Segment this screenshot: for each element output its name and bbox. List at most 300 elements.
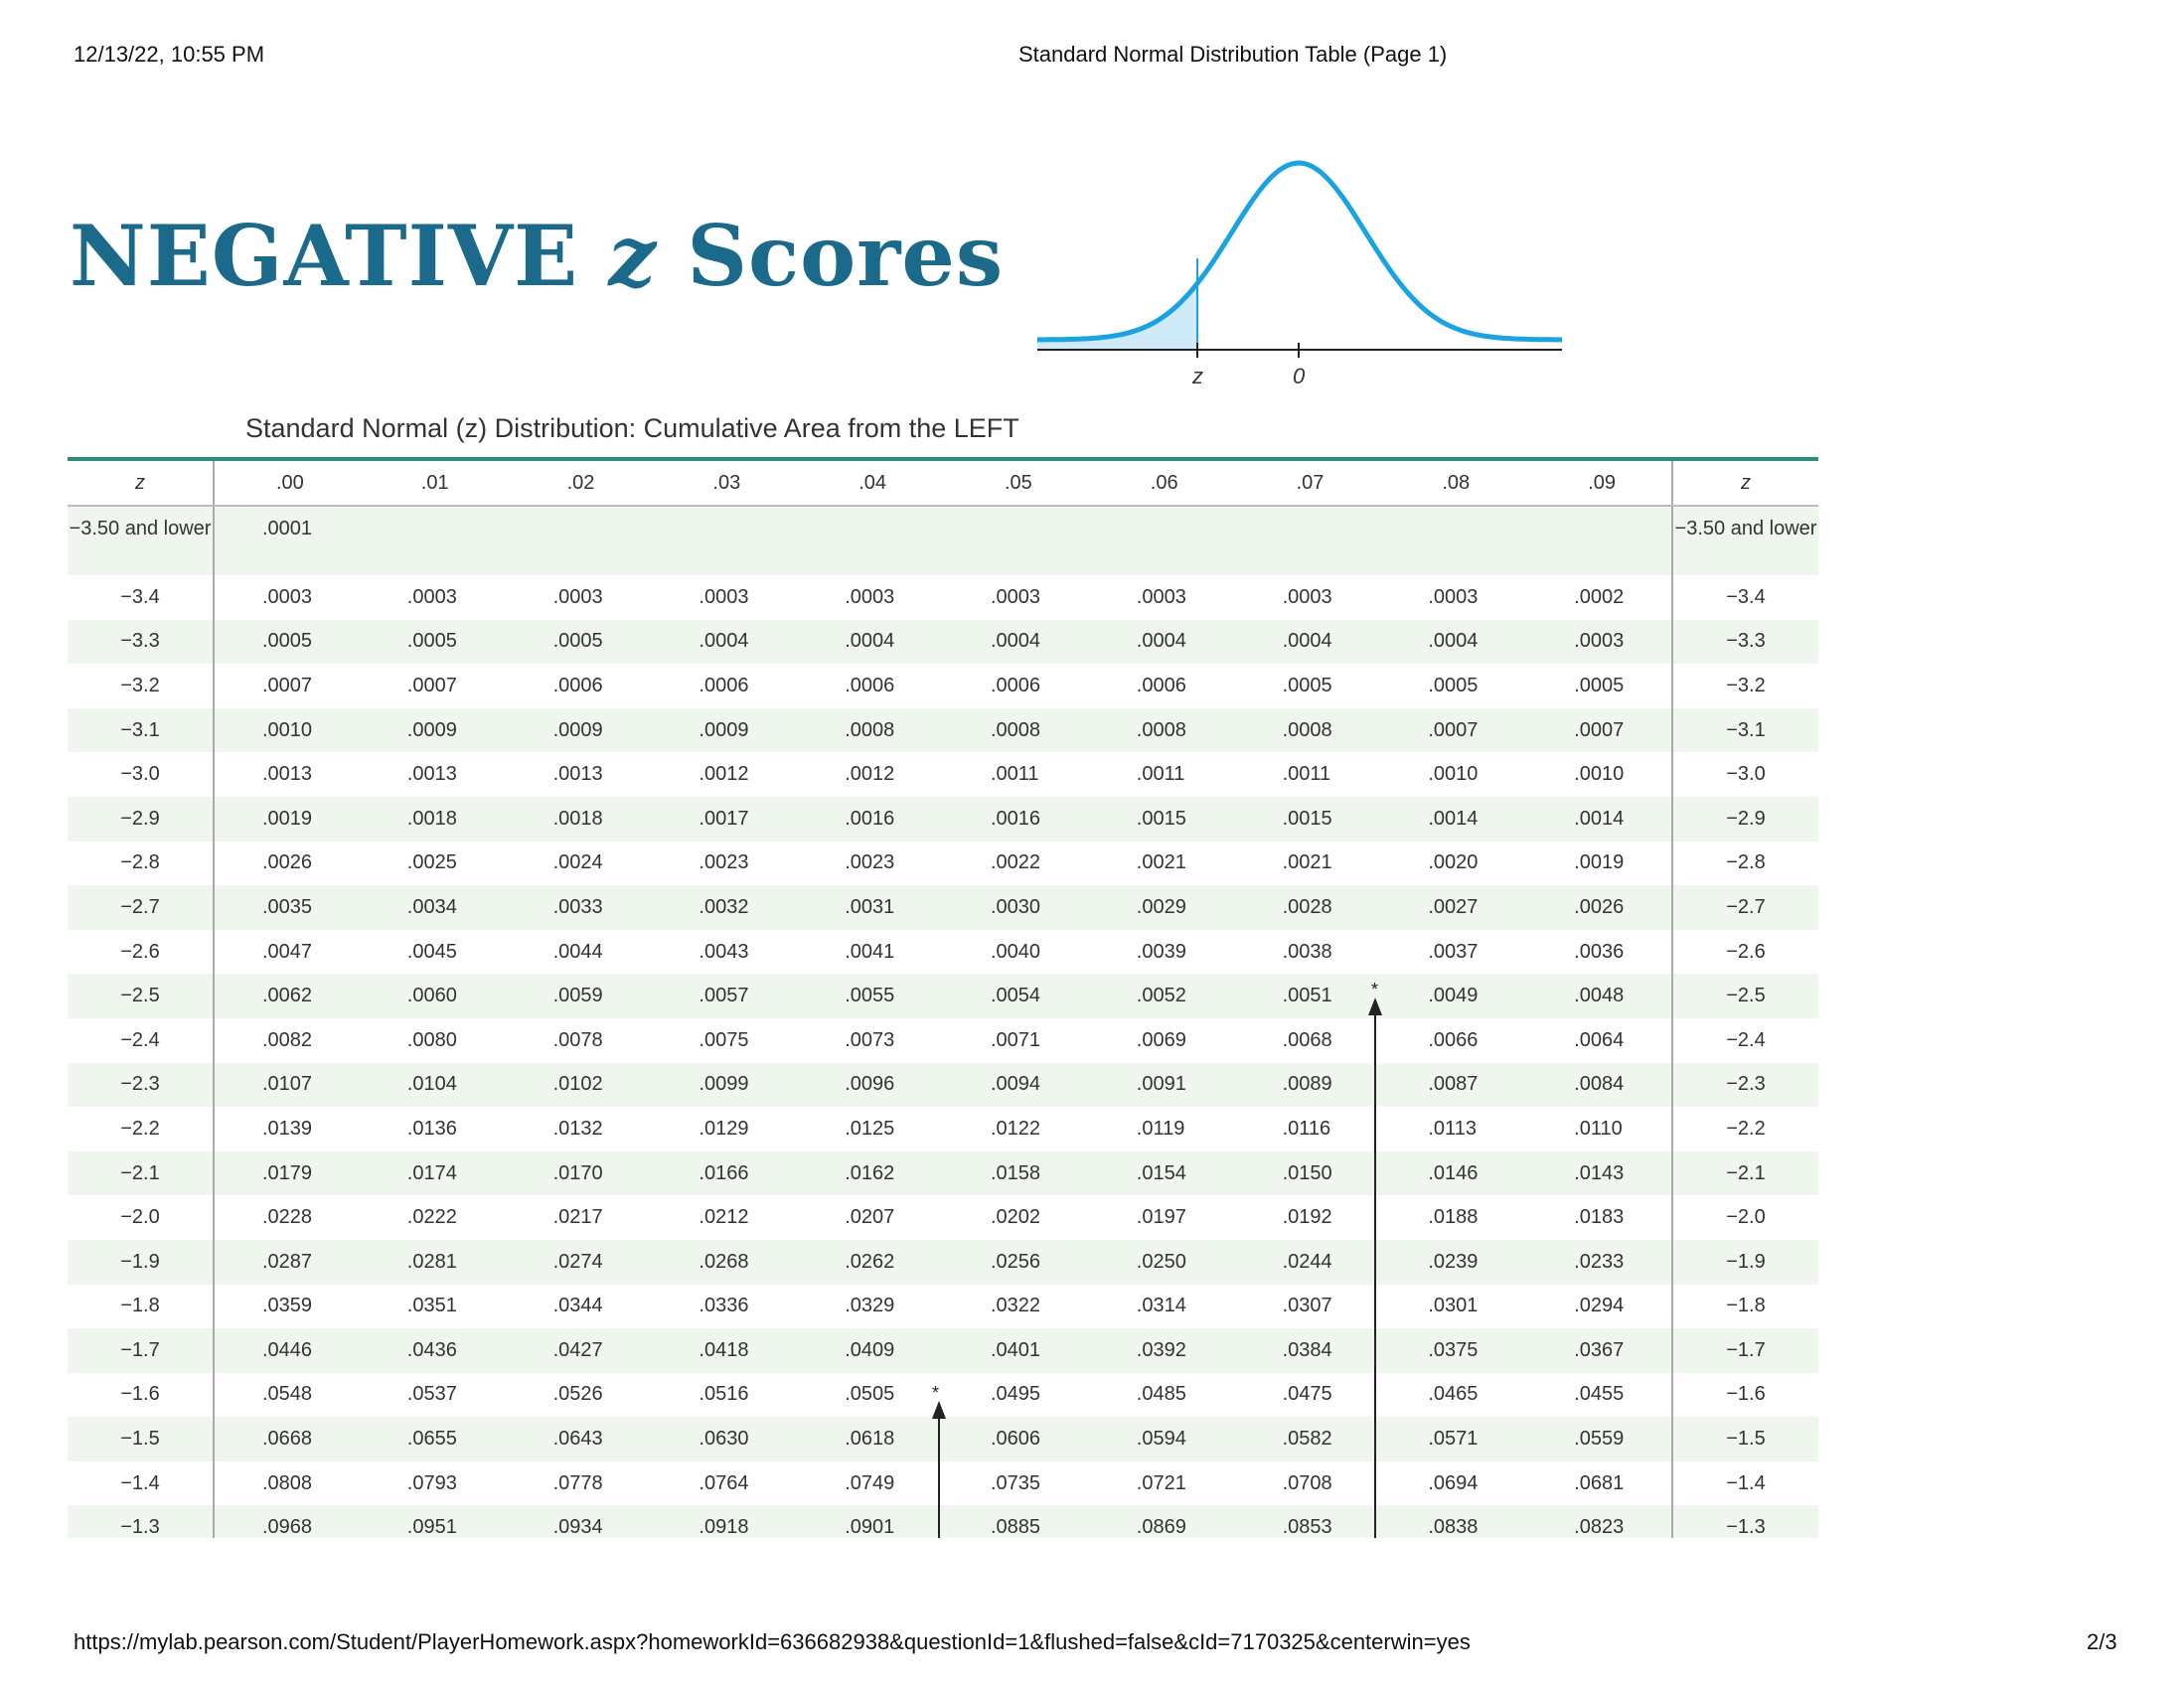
table-row xyxy=(68,842,1818,886)
table-cell: .0139 xyxy=(262,1117,313,1140)
row-z-label-right: −2.6 xyxy=(1672,930,1818,975)
table-cell: .0384 xyxy=(1282,1338,1332,1361)
table-cell: .0158 xyxy=(990,1161,1041,1184)
table-cell: .0013 xyxy=(552,763,603,786)
table-cell: .0681 xyxy=(1574,1471,1625,1494)
table-cell: .0004 xyxy=(699,630,749,653)
row-z-label: −2.9 xyxy=(68,797,214,842)
table-cell: .0823 xyxy=(1574,1516,1625,1538)
table-cell: .0749 xyxy=(845,1471,895,1494)
z-table xyxy=(68,457,1818,1538)
table-cell: .0256 xyxy=(990,1250,1041,1273)
table-cell: .0202 xyxy=(990,1206,1041,1229)
table-cell: .0011 xyxy=(1136,763,1185,786)
table-cell: .0764 xyxy=(699,1471,749,1494)
table-cell: .0003 xyxy=(406,585,457,608)
row-z-label-right: −2.4 xyxy=(1672,1018,1818,1063)
table-cell: .0016 xyxy=(990,807,1041,830)
row-z-label-right: −2.5 xyxy=(1672,974,1818,1018)
table-cell: .0003 xyxy=(1428,585,1479,608)
table-cell: .0630 xyxy=(699,1428,749,1451)
table-cell: .0004 xyxy=(990,630,1041,653)
table-cell: .0197 xyxy=(1136,1206,1186,1229)
table-cell: .0107 xyxy=(262,1073,313,1096)
table-cell: .0021 xyxy=(1136,851,1186,874)
print-page-number: 2/3 xyxy=(2087,1629,2117,1654)
table-cell: .0075 xyxy=(699,1028,749,1051)
col-header: .08 xyxy=(1380,459,1526,506)
row-z-label: −3.1 xyxy=(68,708,214,753)
table-cell: .0694 xyxy=(1428,1471,1479,1494)
table-cell: .0401 xyxy=(990,1338,1041,1361)
table-cell: .0113 xyxy=(1428,1117,1477,1140)
row-z-label: −1.9 xyxy=(68,1240,214,1285)
page-title-suffix: Scores xyxy=(687,207,1005,305)
table-row xyxy=(68,974,1818,1018)
table-cell: .0006 xyxy=(990,674,1041,696)
table-cell: .0033 xyxy=(552,895,603,918)
col-header-z-right: z xyxy=(1672,459,1818,506)
row-z-label: −3.3 xyxy=(68,620,214,665)
table-row xyxy=(68,885,1818,930)
table-cell: .0051 xyxy=(1282,985,1332,1007)
col-header: .00 xyxy=(214,459,360,506)
table-cell: .0016 xyxy=(845,807,895,830)
row-z-label-right: −2.0 xyxy=(1672,1195,1818,1240)
table-cell: .0174 xyxy=(406,1161,457,1184)
table-cell: .0082 xyxy=(262,1028,313,1051)
table-cell: .0073 xyxy=(845,1028,895,1051)
row-z-label-right: −3.50 and lower xyxy=(1672,506,1818,575)
table-cell: .0427 xyxy=(552,1338,603,1361)
table-cell-empty xyxy=(1089,506,1235,575)
table-cell: .0028 xyxy=(1282,895,1332,918)
table-cell: .0571 xyxy=(1428,1428,1479,1451)
table-cell: .0170 xyxy=(552,1161,603,1184)
table-cell: .0004 xyxy=(1282,630,1332,653)
table-cell: .0005 xyxy=(552,630,603,653)
table-cell-empty xyxy=(360,506,506,575)
table-cell: .0009 xyxy=(699,718,749,741)
table-cell: .0003 xyxy=(1574,630,1625,653)
table-cell: .0059 xyxy=(552,985,603,1007)
table-cell: .0281 xyxy=(406,1250,457,1273)
table-cell: .0129 xyxy=(699,1117,749,1140)
table-cell: .0057 xyxy=(699,985,749,1007)
table-cell: .0009 xyxy=(406,718,457,741)
table-row xyxy=(68,1107,1818,1151)
table-cell: .0154 xyxy=(1136,1161,1186,1184)
col-header: .06 xyxy=(1089,459,1235,506)
table-cell: .0505 xyxy=(845,1383,895,1406)
table-cell: .0015 xyxy=(1282,807,1332,830)
table-cell: .0096 xyxy=(845,1073,895,1096)
table-cell: .0009 xyxy=(552,718,603,741)
row-z-label-right: −1.4 xyxy=(1672,1461,1818,1506)
row-z-label: −1.7 xyxy=(68,1328,214,1373)
table-cell: .0039 xyxy=(1136,940,1186,963)
table-cell: .0418 xyxy=(699,1338,749,1361)
table-cell: .0069 xyxy=(1136,1028,1186,1051)
table-row xyxy=(68,1063,1818,1108)
table-cell: .0036 xyxy=(1574,940,1625,963)
table-cell: .0003 xyxy=(1282,585,1332,608)
table-cell: .0030 xyxy=(990,895,1041,918)
table-cell: .0043 xyxy=(699,940,749,963)
row-z-label-right: −2.2 xyxy=(1672,1107,1818,1151)
table-cell: .0268 xyxy=(699,1250,749,1273)
table-cell: .0054 xyxy=(990,985,1041,1007)
table-cell: .0091 xyxy=(1136,1073,1186,1096)
table-cell: .0007 xyxy=(262,674,313,696)
table-cell: .0004 xyxy=(1136,630,1186,653)
table-cell: .0516 xyxy=(699,1383,749,1406)
table-cell: .0162 xyxy=(845,1161,895,1184)
table-cell: .0006 xyxy=(552,674,603,696)
table-cell: .0045 xyxy=(406,940,457,963)
table-cell: .0078 xyxy=(552,1028,603,1051)
table-cell: .0049 xyxy=(1428,985,1479,1007)
zero-axis-label: 0 xyxy=(1293,364,1306,388)
table-cell: .0207 xyxy=(845,1206,895,1229)
row-z-label: −1.4 xyxy=(68,1461,214,1506)
table-cell: .0322 xyxy=(990,1295,1041,1317)
table-row xyxy=(68,506,1818,575)
table-cell: .0885 xyxy=(990,1516,1041,1538)
table-cell: .0040 xyxy=(990,940,1041,963)
row-z-label: −2.0 xyxy=(68,1195,214,1240)
table-cell: .0188 xyxy=(1428,1206,1479,1229)
table-cell: .0013 xyxy=(262,763,313,786)
table-cell: .0708 xyxy=(1282,1471,1332,1494)
table-cell: .0655 xyxy=(406,1428,457,1451)
table-cell: .0034 xyxy=(406,895,457,918)
table-cell: .0032 xyxy=(699,895,749,918)
table-cell: .0485 xyxy=(1136,1383,1186,1406)
row-z-label-right: −3.1 xyxy=(1672,708,1818,753)
row-z-label: −2.7 xyxy=(68,885,214,930)
row-z-label-right: −2.7 xyxy=(1672,885,1818,930)
table-cell: .0010 xyxy=(262,718,313,741)
table-cell: .0192 xyxy=(1282,1206,1332,1229)
normal-curve-illustration xyxy=(1033,149,1570,397)
table-cell: .0068 xyxy=(1282,1028,1332,1051)
table-cell: .0017 xyxy=(699,807,749,830)
table-cell: .0244 xyxy=(1282,1250,1332,1273)
table-row xyxy=(68,575,1818,620)
table-cell: .0055 xyxy=(845,985,895,1007)
table-cell: .0901 xyxy=(845,1516,895,1538)
table-cell: .0146 xyxy=(1428,1161,1479,1184)
table-cell: .0066 xyxy=(1428,1028,1479,1051)
table-cell-empty xyxy=(651,506,797,575)
table-cell: .0008 xyxy=(1136,718,1186,741)
row-z-label-right: −2.1 xyxy=(1672,1151,1818,1196)
table-cell: .0099 xyxy=(699,1073,749,1096)
page-title-prefix: NEGATIVE xyxy=(70,207,579,305)
table-cell: .0150 xyxy=(1282,1161,1332,1184)
table-cell: .0336 xyxy=(699,1295,749,1317)
table-cell-empty xyxy=(943,506,1089,575)
interpolation-marker-2: * xyxy=(1371,980,1379,999)
table-cell: .0089 xyxy=(1282,1073,1332,1096)
table-cell: .0122 xyxy=(990,1117,1041,1140)
table-cell: .0582 xyxy=(1282,1428,1332,1451)
table-cell: .0003 xyxy=(262,585,313,608)
table-cell: .0044 xyxy=(552,940,603,963)
table-cell: .0643 xyxy=(552,1428,603,1451)
row-z-label-right: −1.7 xyxy=(1672,1328,1818,1373)
table-cell: .0064 xyxy=(1574,1028,1625,1051)
page-title-z: z xyxy=(608,207,658,305)
table-cell: .0041 xyxy=(845,940,895,963)
row-z-label: −1.6 xyxy=(68,1373,214,1418)
row-z-label-right: −1.5 xyxy=(1672,1417,1818,1461)
interpolation-arrow-1 xyxy=(938,1411,940,1538)
table-cell: .0047 xyxy=(262,940,313,963)
table-cell: .0287 xyxy=(262,1250,313,1273)
table-cell: .0179 xyxy=(262,1161,313,1184)
table-cell: .0143 xyxy=(1574,1161,1625,1184)
table-cell: .0006 xyxy=(699,674,749,696)
table-cell: .0084 xyxy=(1574,1073,1625,1096)
row-z-label-right: −3.0 xyxy=(1672,752,1818,797)
table-cell: .0869 xyxy=(1136,1516,1186,1538)
table-cell: .0968 xyxy=(262,1516,313,1538)
table-cell: .0003 xyxy=(552,585,603,608)
table-cell: .0548 xyxy=(262,1383,313,1406)
col-header: .04 xyxy=(797,459,943,506)
table-cell: .0465 xyxy=(1428,1383,1479,1406)
table-cell: .0183 xyxy=(1574,1206,1625,1229)
table-row xyxy=(68,1285,1818,1329)
col-header: .02 xyxy=(506,459,652,506)
table-row xyxy=(68,1240,1818,1285)
table-cell: .0537 xyxy=(406,1383,457,1406)
table-cell: .0048 xyxy=(1574,985,1625,1007)
table-row xyxy=(68,1461,1818,1506)
page-title xyxy=(70,207,1004,305)
table-cell: .0228 xyxy=(262,1206,313,1229)
table-cell: .0060 xyxy=(406,985,457,1007)
table-cell: .0392 xyxy=(1136,1338,1186,1361)
table-row xyxy=(68,1151,1818,1196)
print-datetime: 12/13/22, 10:55 PM xyxy=(74,42,265,67)
table-cell: .0022 xyxy=(990,851,1041,874)
table-row xyxy=(68,797,1818,842)
row-z-label-right: −2.9 xyxy=(1672,797,1818,842)
table-cell: .0003 xyxy=(699,585,749,608)
table-cell: .0004 xyxy=(1428,630,1479,653)
table-cell: .0132 xyxy=(552,1117,603,1140)
table-cell: .0087 xyxy=(1428,1073,1479,1096)
col-header: .03 xyxy=(651,459,797,506)
row-z-label-right: −2.3 xyxy=(1672,1063,1818,1108)
table-cell: .0934 xyxy=(552,1516,603,1538)
table-cell: .0007 xyxy=(406,674,457,696)
table-cell: .0102 xyxy=(552,1073,603,1096)
table-cell: .0023 xyxy=(845,851,895,874)
table-cell: .0027 xyxy=(1428,895,1479,918)
row-z-label: −2.2 xyxy=(68,1107,214,1151)
row-z-label-right: −2.8 xyxy=(1672,842,1818,886)
table-cell: .0475 xyxy=(1282,1383,1332,1406)
table-cell: .0721 xyxy=(1136,1471,1186,1494)
table-cell: .0004 xyxy=(845,630,895,653)
table-cell: .0007 xyxy=(1428,718,1479,741)
table-cell: .0495 xyxy=(990,1383,1041,1406)
table-cell: .0011 xyxy=(990,763,1039,786)
table-cell: .0003 xyxy=(1136,585,1186,608)
row-z-label: −3.0 xyxy=(68,752,214,797)
table-cell: .0008 xyxy=(845,718,895,741)
table-row xyxy=(68,1505,1818,1538)
table-cell: .0010 xyxy=(1574,763,1625,786)
table-cell-empty xyxy=(1235,506,1381,575)
table-cell: .0359 xyxy=(262,1295,313,1317)
table-cell: .0019 xyxy=(1574,851,1625,874)
table-cell: .0023 xyxy=(699,851,749,874)
table-cell: .0119 xyxy=(1136,1117,1185,1140)
print-title: Standard Normal Distribution Table (Page 1) xyxy=(1018,42,1448,67)
table-cell: .0014 xyxy=(1428,807,1479,830)
table-cell: .0351 xyxy=(406,1295,457,1317)
table-cell: .0594 xyxy=(1136,1428,1186,1451)
table-cell: .0808 xyxy=(262,1471,313,1494)
col-header: .07 xyxy=(1235,459,1381,506)
table-cell: .0005 xyxy=(1574,674,1625,696)
table-cell: .0011 xyxy=(1282,763,1331,786)
table-body xyxy=(68,506,1818,1538)
table-cell-empty xyxy=(1526,506,1672,575)
row-z-label: −2.8 xyxy=(68,842,214,886)
table-cell: .0029 xyxy=(1136,895,1186,918)
table-subtitle: Standard Normal (z) Distribution: Cumulative Area from the LEFT xyxy=(245,413,1019,443)
table-cell: .0344 xyxy=(552,1295,603,1317)
row-z-label: −1.8 xyxy=(68,1285,214,1329)
table-cell: .0012 xyxy=(845,763,895,786)
table-cell: .0918 xyxy=(699,1516,749,1538)
interpolation-marker-1: * xyxy=(932,1383,940,1403)
table-cell: .0136 xyxy=(406,1117,457,1140)
row-z-label: −2.4 xyxy=(68,1018,214,1063)
table-cell: .0003 xyxy=(845,585,895,608)
table-cell: .0005 xyxy=(406,630,457,653)
table-row xyxy=(68,620,1818,665)
table-cell: .0951 xyxy=(406,1516,457,1538)
table-cell: .0793 xyxy=(406,1471,457,1494)
table-row xyxy=(68,708,1818,753)
row-z-label: −2.1 xyxy=(68,1151,214,1196)
table-cell: .0104 xyxy=(406,1073,457,1096)
table-cell: .0005 xyxy=(1428,674,1479,696)
table-cell: .0668 xyxy=(262,1428,313,1451)
row-z-label: −1.5 xyxy=(68,1417,214,1461)
table-cell: .0005 xyxy=(1282,674,1332,696)
table-cell: .0002 xyxy=(1574,585,1625,608)
table-cell: .0217 xyxy=(552,1206,603,1229)
table-cell: .0559 xyxy=(1574,1428,1625,1451)
table-cell: .0436 xyxy=(406,1338,457,1361)
table-cell: .0012 xyxy=(699,763,749,786)
table-cell: .0166 xyxy=(699,1161,749,1184)
row-z-label-right: −3.3 xyxy=(1672,620,1818,665)
table-cell: .0014 xyxy=(1574,807,1625,830)
table-cell-empty xyxy=(1380,506,1526,575)
col-header: .09 xyxy=(1526,459,1672,506)
table-cell: .0618 xyxy=(845,1428,895,1451)
bell-curve xyxy=(1037,163,1562,340)
table-cell: .0239 xyxy=(1428,1250,1479,1273)
row-z-label-right: −3.4 xyxy=(1672,575,1818,620)
table-cell: .0025 xyxy=(406,851,457,874)
table-cell: .0307 xyxy=(1282,1295,1332,1317)
row-z-label-right: −1.9 xyxy=(1672,1240,1818,1285)
table-cell: .0026 xyxy=(1574,895,1625,918)
table-cell: .0013 xyxy=(406,763,457,786)
table-cell: .0005 xyxy=(262,630,313,653)
table-cell: .0094 xyxy=(990,1073,1041,1096)
table-cell: .0062 xyxy=(262,985,313,1007)
z-axis-label: z xyxy=(1192,364,1203,388)
col-header-z-left: z xyxy=(68,459,214,506)
row-z-label: −3.4 xyxy=(68,575,214,620)
table-cell: .0015 xyxy=(1136,807,1186,830)
table-cell: .0455 xyxy=(1574,1383,1625,1406)
table-cell: .0222 xyxy=(406,1206,457,1229)
table-cell: .0367 xyxy=(1574,1338,1625,1361)
print-url: https://mylab.pearson.com/Student/PlayerHomework.aspx?homeworkId=636682938&questionId=1&flushed=false&cId=7170325&centerwin=yes xyxy=(74,1629,1471,1654)
row-z-label: −2.6 xyxy=(68,930,214,975)
table-cell: .0778 xyxy=(552,1471,603,1494)
table-row xyxy=(68,930,1818,975)
table-cell: .0021 xyxy=(1282,851,1332,874)
table-cell: .0375 xyxy=(1428,1338,1479,1361)
table-cell: .0031 xyxy=(845,895,895,918)
table-cell: .0020 xyxy=(1428,851,1479,874)
z-table-container xyxy=(68,457,1818,1538)
table-cell: .0035 xyxy=(262,895,313,918)
table-cell: .0735 xyxy=(990,1471,1041,1494)
table-cell: .0233 xyxy=(1574,1250,1625,1273)
table-cell: .0010 xyxy=(1428,763,1479,786)
table-cell-empty xyxy=(797,506,943,575)
table-cell: .0110 xyxy=(1574,1117,1623,1140)
table-row xyxy=(68,1417,1818,1461)
table-cell: .0274 xyxy=(552,1250,603,1273)
row-z-label-right: −1.6 xyxy=(1672,1373,1818,1418)
table-row xyxy=(68,664,1818,708)
table-cell: .0018 xyxy=(552,807,603,830)
interpolation-arrow-2 xyxy=(1374,1007,1376,1538)
row-z-label-right: −3.2 xyxy=(1672,664,1818,708)
table-cell: .0838 xyxy=(1428,1516,1479,1538)
row-z-label: −1.3 xyxy=(68,1505,214,1538)
table-cell: .0018 xyxy=(406,807,457,830)
table-cell: .0329 xyxy=(845,1295,895,1317)
table-cell: .0007 xyxy=(1574,718,1625,741)
col-header: .01 xyxy=(360,459,506,506)
table-cell: .0071 xyxy=(990,1028,1041,1051)
table-cell: .0001 xyxy=(262,518,313,539)
table-cell: .0294 xyxy=(1574,1295,1625,1317)
row-z-label: −3.50 and lower xyxy=(68,506,214,575)
row-z-label: −2.5 xyxy=(68,974,214,1018)
table-header-row xyxy=(68,459,1818,506)
table-cell-empty xyxy=(506,506,652,575)
table-cell: .0446 xyxy=(262,1338,313,1361)
table-cell: .0301 xyxy=(1428,1295,1479,1317)
